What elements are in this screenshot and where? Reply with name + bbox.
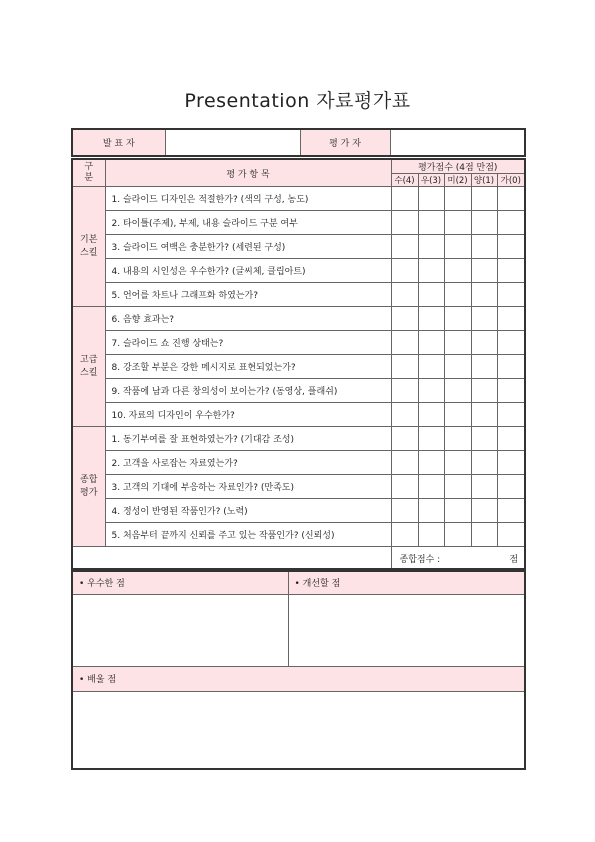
evaluation-row bbox=[72, 499, 525, 523]
score-cell[interactable] bbox=[418, 499, 444, 523]
total-blank bbox=[72, 547, 391, 569]
score-cell[interactable] bbox=[391, 283, 418, 307]
score-cell[interactable] bbox=[391, 259, 418, 283]
evaluation-row bbox=[72, 307, 525, 331]
evaluation-row bbox=[72, 523, 525, 547]
evaluation-row bbox=[72, 187, 525, 211]
section-label-line2: 스킬 bbox=[80, 247, 98, 258]
score-cell[interactable] bbox=[444, 331, 471, 355]
score-cell[interactable] bbox=[444, 451, 471, 475]
score-cell[interactable] bbox=[444, 427, 471, 451]
score-cell[interactable] bbox=[418, 235, 444, 259]
section-label bbox=[72, 187, 105, 307]
evaluation-row bbox=[72, 259, 525, 283]
evaluation-item: 10. 자료의 디자인이 우수한가? bbox=[105, 403, 391, 427]
score-cell[interactable] bbox=[418, 379, 444, 403]
score-cell[interactable] bbox=[444, 379, 471, 403]
score-cell[interactable] bbox=[391, 211, 418, 235]
score-cell[interactable] bbox=[497, 211, 525, 235]
strengths-field[interactable] bbox=[72, 594, 288, 666]
score-cell[interactable] bbox=[418, 307, 444, 331]
presenter-evaluator-table bbox=[71, 128, 526, 157]
score-cell[interactable] bbox=[418, 451, 444, 475]
score-cell[interactable] bbox=[391, 307, 418, 331]
section-label-line1: 고급 bbox=[80, 354, 98, 365]
score-cell[interactable] bbox=[444, 499, 471, 523]
evaluation-row bbox=[72, 355, 525, 379]
grade-header: 양(1) bbox=[471, 174, 497, 187]
score-cell[interactable] bbox=[444, 283, 471, 307]
evaluation-item: 3. 슬라이드 여백은 충분한가? (세련된 구성) bbox=[105, 235, 391, 259]
score-cell[interactable] bbox=[444, 523, 471, 547]
grade-header: 미(2) bbox=[444, 174, 471, 187]
score-cell[interactable] bbox=[497, 307, 525, 331]
score-cell[interactable] bbox=[444, 403, 471, 427]
score-cell[interactable] bbox=[418, 211, 444, 235]
improvements-label: • 개선할 점 bbox=[288, 571, 525, 594]
evaluation-row bbox=[72, 211, 525, 235]
improvements-field[interactable] bbox=[288, 594, 525, 666]
score-cell[interactable] bbox=[444, 211, 471, 235]
evaluation-item: 1. 슬라이드 디자인은 적절한가? (색의 구성, 농도) bbox=[105, 187, 391, 211]
evaluation-table bbox=[71, 158, 526, 570]
score-cell[interactable] bbox=[471, 475, 497, 499]
score-cell[interactable] bbox=[391, 403, 418, 427]
section-label bbox=[72, 427, 105, 547]
score-cell[interactable] bbox=[497, 187, 525, 211]
score-cell[interactable] bbox=[497, 427, 525, 451]
evaluation-row bbox=[72, 403, 525, 427]
score-cell[interactable] bbox=[391, 331, 418, 355]
page-title: Presentation 자료평가표 bbox=[184, 90, 411, 112]
score-cell[interactable] bbox=[391, 235, 418, 259]
evaluation-item: 2. 고객을 사로잡는 자료였는가? bbox=[105, 451, 391, 475]
evaluation-item: 3. 고객의 기대에 부응하는 자료인가? (만족도) bbox=[105, 475, 391, 499]
score-cell[interactable] bbox=[444, 475, 471, 499]
score-cell[interactable] bbox=[471, 307, 497, 331]
presenter-label: 발 표 자 bbox=[72, 129, 165, 156]
strengths-label: • 우수한 점 bbox=[72, 571, 288, 594]
score-cell[interactable] bbox=[497, 379, 525, 403]
grade-header: 우(3) bbox=[418, 174, 444, 187]
evaluation-item: 7. 슬라이드 쇼 진행 상태는? bbox=[105, 331, 391, 355]
score-cell[interactable] bbox=[497, 355, 525, 379]
score-cell[interactable] bbox=[444, 235, 471, 259]
score-cell[interactable] bbox=[391, 523, 418, 547]
section-label-line2: 스킬 bbox=[80, 367, 98, 378]
score-cell[interactable] bbox=[418, 523, 444, 547]
section-label-line1: 종합 bbox=[80, 474, 98, 485]
score-cell[interactable] bbox=[497, 259, 525, 283]
score-cell[interactable] bbox=[471, 355, 497, 379]
evaluation-row bbox=[72, 475, 525, 499]
category-header bbox=[72, 159, 105, 187]
score-cell[interactable] bbox=[471, 331, 497, 355]
section-label-line1: 기본 bbox=[80, 234, 98, 245]
grade-header: 가(0) bbox=[497, 174, 525, 187]
score-cell[interactable] bbox=[391, 379, 418, 403]
score-cell[interactable] bbox=[444, 187, 471, 211]
section-label-line2: 평가 bbox=[80, 487, 98, 498]
evaluator-label: 평 가 자 bbox=[300, 129, 390, 156]
evaluation-item: 6. 음향 효과는? bbox=[105, 307, 391, 331]
score-cell[interactable] bbox=[418, 427, 444, 451]
evaluation-item: 4. 내용의 시인성은 우수한가? (글씨체, 클립아트) bbox=[105, 259, 391, 283]
score-cell[interactable] bbox=[391, 187, 418, 211]
score-cell[interactable] bbox=[471, 427, 497, 451]
score-cell[interactable] bbox=[418, 355, 444, 379]
items-header: 평 가 항 목 bbox=[105, 159, 391, 187]
score-cell[interactable] bbox=[471, 283, 497, 307]
score-cell[interactable] bbox=[497, 283, 525, 307]
evaluation-row bbox=[72, 451, 525, 475]
evaluation-row bbox=[72, 235, 525, 259]
evaluation-item: 8. 강조할 부분은 강한 메시지로 표현되었는가? bbox=[105, 355, 391, 379]
score-cell[interactable] bbox=[471, 235, 497, 259]
score-cell[interactable] bbox=[391, 355, 418, 379]
score-cell[interactable] bbox=[418, 475, 444, 499]
evaluation-item: 4. 정성이 반영된 작품인가? (노력) bbox=[105, 499, 391, 523]
score-cell[interactable] bbox=[418, 331, 444, 355]
score-cell[interactable] bbox=[418, 187, 444, 211]
score-cell[interactable] bbox=[471, 211, 497, 235]
score-cell[interactable] bbox=[418, 283, 444, 307]
grade-header: 수(4) bbox=[391, 174, 418, 187]
score-cell[interactable] bbox=[471, 187, 497, 211]
score-cell[interactable] bbox=[444, 307, 471, 331]
category-header-bottom: 분 bbox=[84, 173, 94, 183]
score-cell[interactable] bbox=[391, 499, 418, 523]
evaluator-field[interactable] bbox=[390, 129, 525, 156]
score-cell[interactable] bbox=[391, 427, 418, 451]
lessons-field[interactable] bbox=[72, 691, 525, 769]
score-cell[interactable] bbox=[497, 523, 525, 547]
score-cell[interactable] bbox=[444, 259, 471, 283]
score-cell[interactable] bbox=[391, 451, 418, 475]
evaluation-item: 5. 처음부터 끝까지 신뢰를 주고 있는 작품인가? (신뢰성) bbox=[105, 523, 391, 547]
score-cell[interactable] bbox=[418, 403, 444, 427]
total-row bbox=[72, 547, 525, 569]
evaluation-item: 1. 동기부여를 잘 표현하였는가? (기대감 조성) bbox=[105, 427, 391, 451]
score-cell[interactable] bbox=[497, 475, 525, 499]
category-header-top: 구 bbox=[84, 162, 94, 172]
evaluation-row bbox=[72, 427, 525, 451]
presenter-field[interactable] bbox=[165, 129, 300, 156]
evaluation-row bbox=[72, 283, 525, 307]
section-label bbox=[72, 307, 105, 427]
total-score-label: 종합점수 : bbox=[399, 555, 441, 565]
evaluation-item: 2. 타이틀(주제), 부제, 내용 슬라이드 구분 여부 bbox=[105, 211, 391, 235]
score-cell[interactable] bbox=[471, 451, 497, 475]
score-cell[interactable] bbox=[391, 475, 418, 499]
total-score-unit: 점 bbox=[509, 555, 519, 565]
score-cell[interactable] bbox=[471, 259, 497, 283]
evaluation-row bbox=[72, 331, 525, 355]
score-header: 평가점수 (4점 만점) bbox=[391, 159, 525, 174]
score-cell[interactable] bbox=[497, 403, 525, 427]
score-cell[interactable] bbox=[471, 403, 497, 427]
comments-table bbox=[71, 570, 526, 770]
evaluation-row bbox=[72, 379, 525, 403]
score-cell[interactable] bbox=[497, 451, 525, 475]
score-cell[interactable] bbox=[444, 355, 471, 379]
evaluation-item: 9. 작품에 남과 다른 창의성이 보이는가? (동영상, 플래쉬) bbox=[105, 379, 391, 403]
score-cell[interactable] bbox=[497, 235, 525, 259]
score-cell[interactable] bbox=[497, 331, 525, 355]
lessons-label: • 배울 점 bbox=[72, 666, 525, 691]
evaluation-item: 5. 언어를 차트나 그래프화 하였는가? bbox=[105, 283, 391, 307]
score-cell[interactable] bbox=[471, 379, 497, 403]
score-cell[interactable] bbox=[418, 259, 444, 283]
score-cell[interactable] bbox=[471, 523, 497, 547]
score-cell[interactable] bbox=[497, 499, 525, 523]
score-cell[interactable] bbox=[471, 499, 497, 523]
total-score-cell[interactable] bbox=[391, 547, 525, 569]
